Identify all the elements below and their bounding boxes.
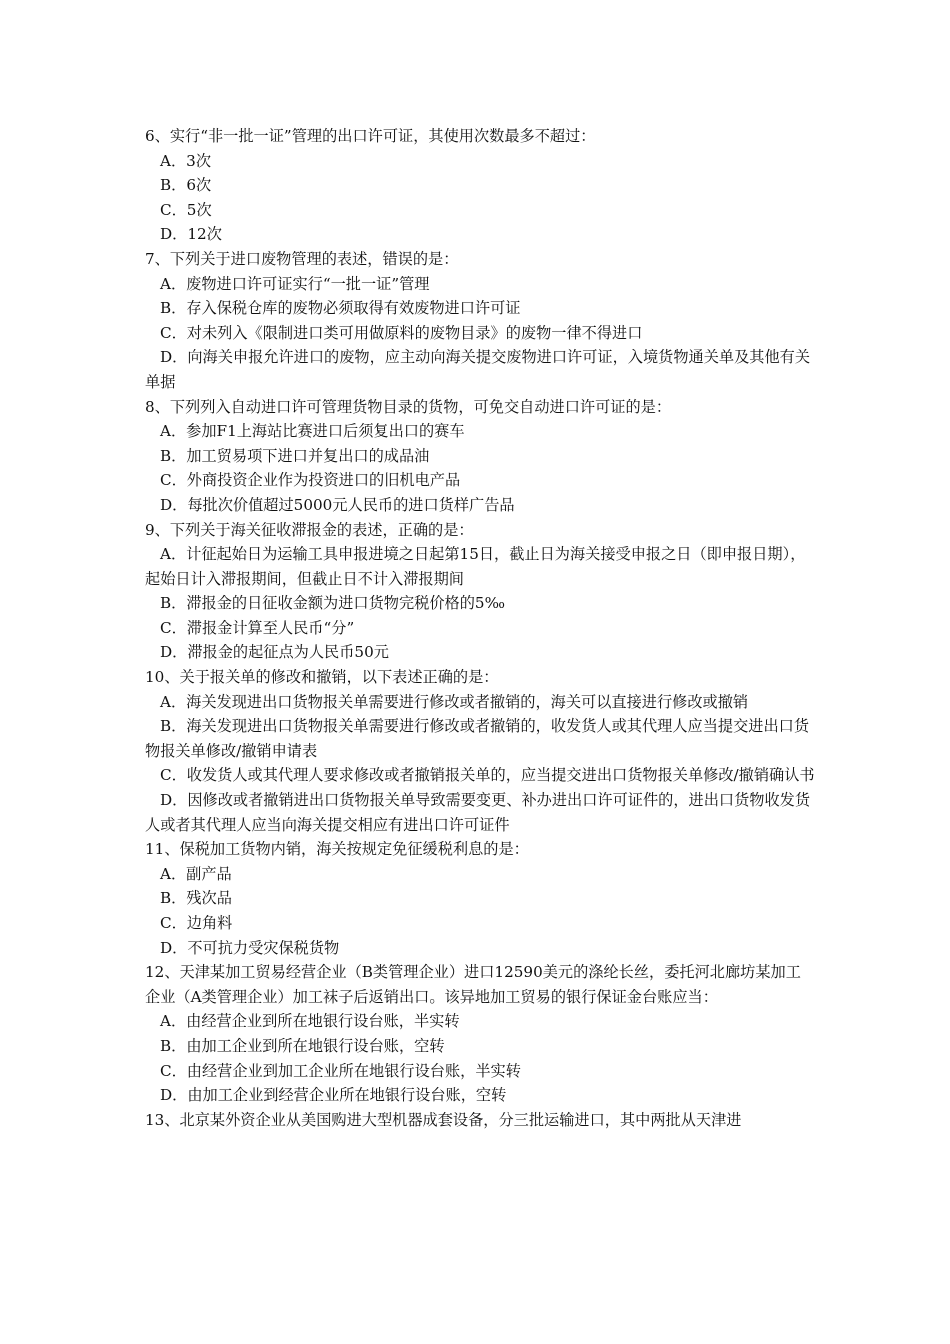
option-d: D．12次 (160, 225, 222, 244)
question-11 (145, 837, 815, 960)
question-stem: 12、天津某加工贸易经营企业（B类管理企业）进口12590美元的涤纶长丝，委托河北廊坊某加工企业（A类管理企业）加工袜子后返销出口。该异地加工贸易的银行保证金台账应当： (145, 963, 801, 1006)
option-b: B．滞报金的日征收金额为进口货物完税价格的5‰ (160, 594, 505, 613)
option-d: D．因修改或者撤销进出口货物报关单导致需要变更、补办进出口许可证件的，进出口货物收发货人或者其代理人应当向海关提交相应有进出口许可证件 (145, 791, 811, 834)
question-9 (145, 518, 815, 666)
option-d: D．不可抗力受灾保税货物 (160, 938, 340, 957)
option-a: A．废物进口许可证实行“一批一证”管理 (160, 274, 430, 293)
question-stem: 13、北京某外资企业从美国购进大型机器成套设备，分三批运输进口，其中两批从天津进 (145, 1110, 742, 1129)
document-page (145, 124, 815, 1132)
question-stem: 9、下列关于海关征收滞报金的表述，正确的是： (145, 520, 474, 539)
question-stem: 8、下列列入自动进口许可管理货物目录的货物，可免交自动进口许可证的是： (145, 397, 672, 416)
option-c: C．边角料 (160, 914, 233, 932)
question-10 (145, 665, 815, 837)
option-b: B．加工贸易项下进口并复出口的成品油 (160, 446, 430, 465)
option-a: A．3次 (160, 151, 212, 170)
option-c: C．滞报金计算至人民币“分” (160, 618, 355, 637)
question-6 (145, 124, 815, 247)
option-d: D．由加工企业到经营企业所在地银行设台账，空转 (160, 1086, 507, 1105)
question-stem: 11、保税加工货物内销，海关按规定免征缓税利息的是： (145, 840, 529, 859)
option-b: B．存入保税仓库的废物必须取得有效废物进口许可证 (160, 299, 521, 318)
option-c: C．5次 (160, 200, 212, 219)
option-d: D．滞报金的起征点为人民币50元 (160, 643, 389, 662)
question-stem: 10、关于报关单的修改和撤销，以下表述正确的是： (145, 668, 499, 687)
question-8 (145, 395, 815, 518)
option-c: C．外商投资企业作为投资进口的旧机电产品 (160, 471, 461, 490)
option-a: A．海关发现进出口货物报关单需要进行修改或者撤销的，海关可以直接进行修改或撤销 (160, 692, 749, 711)
option-b: B．6次 (160, 176, 212, 195)
option-c: C．收发货人或其代理人要求修改或者撤销报关单的，应当提交进出口货物报关单修改/撤销确认书 (160, 766, 815, 785)
option-a: A．副产品 (160, 864, 232, 883)
option-c: C．对未列入《限制进口类可用做原料的废物目录》的废物一律不得进口 (160, 323, 643, 342)
option-c: C．由经营企业到加工企业所在地银行设台账，半实转 (160, 1061, 521, 1080)
question-stem: 6、实行“非一批一证”管理的出口许可证，其使用次数最多不超过： (145, 127, 596, 145)
question-stem: 7、下列关于进口废物管理的表述，错误的是： (145, 249, 459, 268)
option-a: A．计征起始日为运输工具申报进境之日起第15日，截止日为海关接受申报之日（即申报日期），起始日计入滞报期间，但截止日不计入滞报期间 (145, 545, 806, 588)
option-b: B．残次品 (160, 889, 232, 908)
question-13 (145, 1108, 815, 1133)
option-b: B．由加工企业到所在地银行设台账，空转 (160, 1036, 445, 1055)
option-d: D．每批次价值超过5000元人民币的进口货样广告品 (160, 495, 515, 514)
option-d: D．向海关申报允许进口的废物，应主动向海关提交废物进口许可证，入境货物通关单及其他有关单据 (145, 348, 811, 391)
option-b: B．海关发现进出口货物报关单需要进行修改或者撤销的，收发货人或其代理人应当提交进出口货物报关单修改/撤销申请表 (145, 717, 810, 760)
option-a: A．参加F1上海站比赛进口后须复出口的赛车 (160, 422, 465, 441)
option-a: A．由经营企业到所在地银行设台账，半实转 (160, 1012, 460, 1031)
question-7 (145, 247, 815, 395)
question-12 (145, 960, 815, 1108)
